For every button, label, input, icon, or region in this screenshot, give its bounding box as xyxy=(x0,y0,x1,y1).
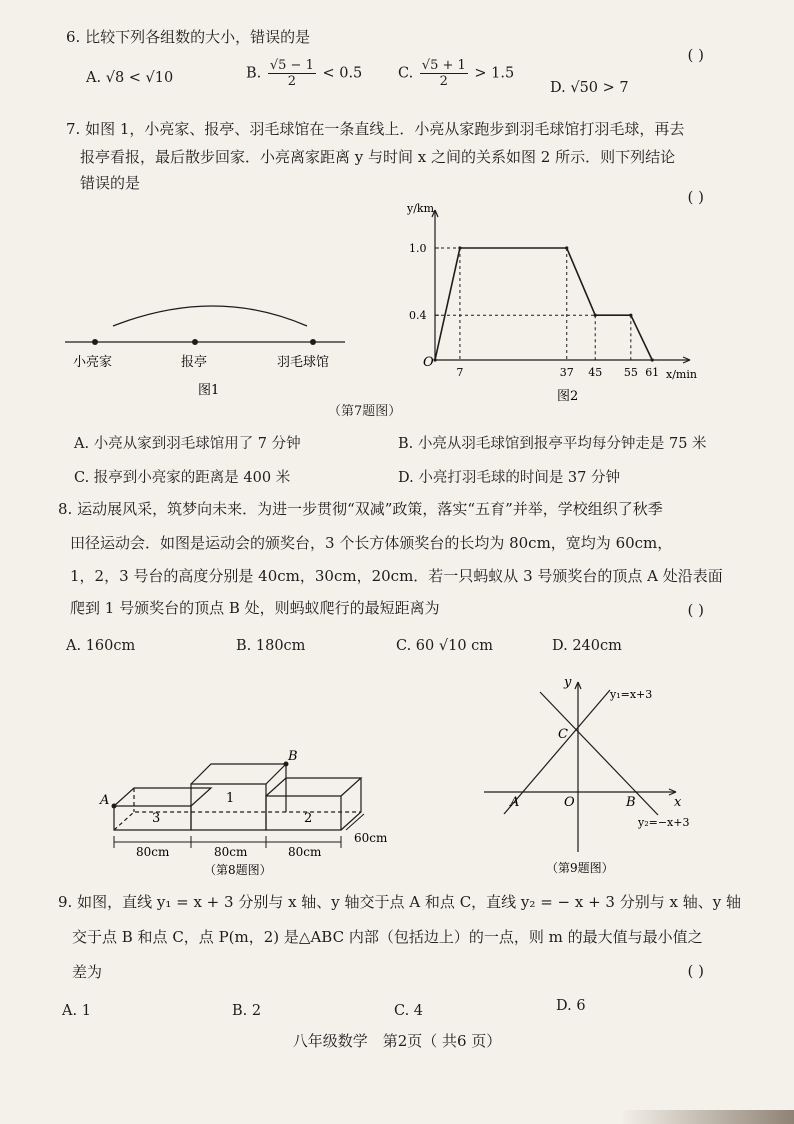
option-letter: C. xyxy=(74,470,90,486)
q7-stem-line3: 错误的是 xyxy=(80,174,141,192)
dim-label-2: 80cm xyxy=(214,845,248,859)
option-text: 报亭到小亮家的距离是 400 米 xyxy=(93,470,291,486)
option-letter: B. xyxy=(246,65,262,82)
podium2-side xyxy=(341,778,361,830)
q8-stem-line4: 爬到 1 号颁奖台的顶点 B 处，则蚂蚁爬行的最短距离为 xyxy=(70,599,440,617)
numerator: √5 − 1 xyxy=(269,58,314,73)
option-text: 6 xyxy=(576,998,586,1014)
q9-option-a xyxy=(62,1003,91,1019)
x-tick-label: 37 xyxy=(559,366,574,379)
gym-point xyxy=(310,339,316,345)
podium2-top xyxy=(266,778,361,796)
q7-option-c xyxy=(74,466,290,487)
label-line-y1: y₁=x+3 xyxy=(610,688,653,701)
option-text: 240cm xyxy=(572,638,622,654)
kiosk-label: 报亭 xyxy=(181,355,208,370)
fraction xyxy=(420,58,468,89)
label-a: A xyxy=(100,793,110,808)
option-letter: C. xyxy=(394,1003,410,1019)
figure2-caption: 图2 xyxy=(557,389,579,404)
x-axis-label: x/min xyxy=(666,368,697,381)
option-text: 160cm xyxy=(85,638,136,654)
dim-label-1: 80cm xyxy=(136,845,170,859)
q8-option-d xyxy=(552,638,622,654)
option-text: 60 √10 cm xyxy=(415,638,494,654)
label-2: 2 xyxy=(304,811,313,826)
option-text: 小亮从羽毛球馆到报亭平均每分钟走是 75 米 xyxy=(417,436,707,452)
option-text: √8 < √10 xyxy=(105,70,174,86)
option-text: √50 > 7 xyxy=(570,80,629,96)
q6-option-a xyxy=(86,70,173,86)
label-o: O xyxy=(564,795,575,810)
option-text: 小亮从家到羽毛球馆用了 7 分钟 xyxy=(93,436,301,452)
label-c: C xyxy=(558,727,568,742)
data-point xyxy=(629,314,632,317)
point-a xyxy=(112,804,117,809)
q7-option-d xyxy=(398,466,620,487)
x-tick-label: 7 xyxy=(456,366,464,379)
data-point xyxy=(433,358,436,361)
q6-answer-bracket: ( ) xyxy=(687,46,704,64)
relation: < 0.5 xyxy=(322,65,363,82)
y-tick-label: 1.0 xyxy=(409,242,427,255)
option-letter: B. xyxy=(232,1003,248,1019)
denominator: 2 xyxy=(287,74,296,89)
gym-label: 羽毛球馆 xyxy=(277,355,330,370)
label-a: A xyxy=(510,795,520,810)
q6-option-b xyxy=(246,58,362,89)
option-text: 180cm xyxy=(255,638,306,654)
q6-option-d xyxy=(550,80,629,96)
label-1: 1 xyxy=(226,791,235,806)
home-label: 小亮家 xyxy=(73,355,113,370)
label-b: B xyxy=(626,795,636,810)
option-letter: A. xyxy=(62,1003,78,1019)
scan-shadow xyxy=(620,1110,794,1124)
numerator: √5 + 1 xyxy=(421,58,466,73)
x-tick-label: 61 xyxy=(645,366,660,379)
q8-stem-line3: 1，2，3 号台的高度分别是 40cm，30cm，20cm．若一只蚂蚁从 3 号颁奖台的顶点 A 处沿表面 xyxy=(70,567,723,585)
option-letter: B. xyxy=(398,436,414,452)
label-line-y2: y₂=−x+3 xyxy=(638,816,690,829)
option-letter: C. xyxy=(396,638,412,654)
option-letter: D. xyxy=(552,638,568,654)
q6-stem: 6. 比较下列各组数的大小，错误的是 xyxy=(66,28,311,46)
q9-stem-line1: 9. 如图，直线 y₁ = x + 3 分别与 x 轴、y 轴交于点 A 和点 C，直线 y₂ = − x + 3 分别与 x 轴、y 轴 xyxy=(58,893,741,911)
podium1-top xyxy=(191,764,286,784)
dim-label-width: 60cm xyxy=(354,831,388,845)
q9-option-c xyxy=(394,1003,423,1019)
data-point xyxy=(458,246,461,249)
line-y2 xyxy=(540,692,658,815)
dim-width-line xyxy=(346,814,364,830)
label-3: 3 xyxy=(152,811,161,826)
x-tick-label: 55 xyxy=(623,366,638,379)
podium3-top xyxy=(114,788,211,806)
q7-chart xyxy=(395,200,715,410)
q8-option-a xyxy=(66,638,135,654)
q8-stem-line2: 田径运动会．如图是运动会的颁奖台，3 个长方体颁奖台的长均为 80cm，宽均为 60cm， xyxy=(70,534,673,552)
q7-stem-line1: 7. 如图 1，小亮家、报亭、羽毛球馆在一条直线上．小亮从家跑步到羽毛球馆打羽毛球，再去 xyxy=(66,120,685,138)
q7-answer-bracket: ( ) xyxy=(687,188,704,206)
q7-caption: （第7题图） xyxy=(328,404,402,419)
option-text: 小亮打羽毛球的时间是 37 分钟 xyxy=(418,470,620,486)
option-letter: A. xyxy=(66,638,82,654)
label-x: x xyxy=(674,795,682,810)
y-tick-label: 0.4 xyxy=(409,309,427,323)
q9-caption: （第9题图） xyxy=(546,861,614,875)
origin-label: O xyxy=(423,355,434,370)
data-point xyxy=(565,246,568,249)
option-letter: B. xyxy=(236,638,252,654)
q7-stem-line2: 报亭看报，最后散步回家．小亮离家距离 y 与时间 x 之间的关系如图 2 所示．则下列结论 xyxy=(80,148,676,166)
option-letter: C. xyxy=(398,65,414,82)
option-text: 2 xyxy=(251,1003,262,1019)
option-text: 1 xyxy=(81,1003,91,1019)
q6-option-c xyxy=(398,58,514,89)
q9-answer-bracket: ( ) xyxy=(687,962,704,980)
q9-stem-line2: 交于点 B 和点 C，点 P(m，2) 是△ABC 内部（包括边上）的一点，则 m 的最大值与最小值之 xyxy=(72,928,703,946)
figure1-caption: 图1 xyxy=(198,383,220,398)
option-letter: A. xyxy=(86,70,102,86)
q9-option-b xyxy=(232,1003,261,1019)
data-point xyxy=(594,314,597,317)
q8-podium-figure xyxy=(96,744,396,878)
label-y: y xyxy=(564,675,572,690)
option-letter: D. xyxy=(556,998,572,1014)
relation: > 1.5 xyxy=(474,65,515,82)
q7-figure1 xyxy=(55,296,355,406)
q7-option-a xyxy=(74,432,301,453)
option-text: 4 xyxy=(413,1003,424,1019)
y-axis-label: y/km xyxy=(407,202,435,215)
line-y1 xyxy=(504,690,610,814)
denominator: 2 xyxy=(439,74,448,89)
q9-option-d xyxy=(556,998,586,1014)
home-point xyxy=(92,339,98,345)
label-b: B xyxy=(288,749,298,764)
kiosk-point xyxy=(192,339,198,345)
q8-answer-bracket: ( ) xyxy=(687,601,704,619)
option-letter: A. xyxy=(74,436,90,452)
data-point xyxy=(651,358,654,361)
series-line xyxy=(435,248,652,360)
q9-stem-line3: 差为 xyxy=(72,963,103,981)
fraction xyxy=(268,58,316,89)
q9-figure xyxy=(480,672,720,878)
x-tick-label: 45 xyxy=(588,366,603,379)
dim-label-3: 80cm xyxy=(288,845,322,859)
page-footer: 八年级数学 第2页（ 共6 页） xyxy=(292,1032,502,1050)
q7-option-b xyxy=(398,432,707,453)
q8-caption: （第8题图） xyxy=(204,863,272,877)
q8-option-c xyxy=(396,638,493,654)
option-letter: D. xyxy=(398,470,414,486)
option-letter: D. xyxy=(550,80,566,96)
q8-option-b xyxy=(236,638,305,654)
q8-stem-line1: 8. 运动展风采，筑梦向未来．为进一步贯彻“双减”政策，落实“五育”并举，学校组织了秋季 xyxy=(58,500,663,518)
route-arc xyxy=(113,306,307,326)
